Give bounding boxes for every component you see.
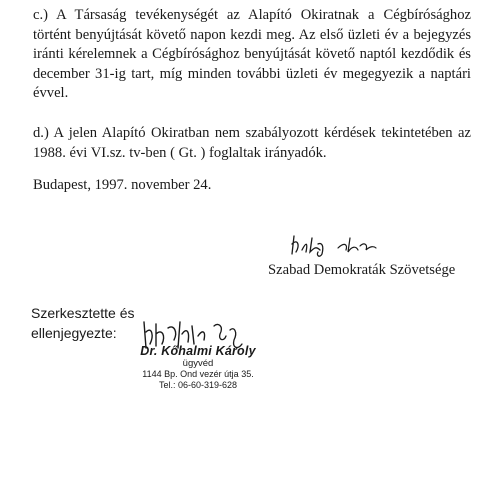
paragraph-d-line: 1988. évi VI.sz. tv-ben ( Gt. ) foglaltak irányadók.	[33, 144, 327, 161]
place-date: Budapest, 1997. november 24.	[33, 177, 212, 193]
countersign-label-line: ellenjegyezte:	[31, 325, 117, 341]
stamp-title: ügyvéd	[182, 358, 214, 369]
paragraph-c-line: történt benyújtását követő napon kezdi meg. Az első üzleti év a bejegyzés	[33, 26, 471, 43]
paragraph-d-line: d.) A jelen Alapító Okiratban nem szabályozott kérdések tekintetében az	[33, 125, 471, 141]
paragraph-c-line: c.) A Társaság tevékenységét az Alapító Okiratnak a Cégbírósághoz	[33, 7, 471, 23]
countersign-label	[31, 303, 135, 343]
signature-organization	[288, 232, 383, 258]
organization-name: Szabad Demokraták Szövetsége	[268, 262, 456, 278]
paragraph-c-line: iránti kérelemnek a Cégbírósághoz benyújtását követő naptól kezdődik és	[33, 46, 471, 63]
stamp-phone: Tel.: 06-60-319-628	[158, 380, 238, 390]
paragraph-d	[33, 124, 471, 163]
stamp-address: 1144 Bp. Ond vezér útja 35.	[142, 369, 254, 379]
stamp-name: Dr. Kőhalmi Károly	[140, 344, 256, 358]
paragraph-c	[33, 6, 471, 104]
countersign-label-line: Szerkesztette és	[31, 305, 135, 321]
paragraph-c-line: évvel.	[33, 85, 69, 102]
paragraph-c-line: december 31-ig tart, míg minden további üzleti év megegyezik a naptári	[33, 65, 471, 82]
lawyer-stamp	[128, 346, 268, 391]
